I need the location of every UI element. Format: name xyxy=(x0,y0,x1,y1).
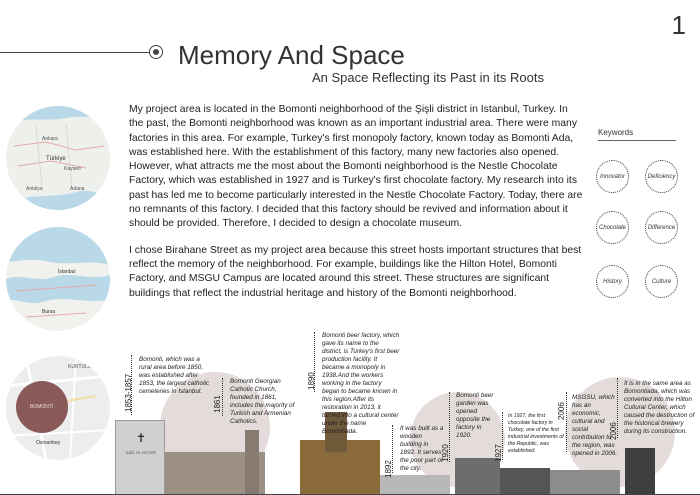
description-paragraph-2: I chose Birahane Street as my project area because this street hosts important structures that best reflect the memory of the neighborhood. For example, buildings like the Hilton Hotel, Bomonti Factory, and MSGU Campus are located around this street. These structures are significant buildings that reflect the industrial heritage and history of the Bomonti neighborhood. xyxy=(129,244,582,299)
map-label-bursa: Bursa xyxy=(42,309,56,315)
keywords-title: Keywords xyxy=(598,128,634,137)
beer-garden-image xyxy=(455,458,500,495)
chocolate-factory-image xyxy=(500,468,550,495)
timeline-tick-2006-msgsu xyxy=(566,392,567,452)
timeline-note-1920: Bomonti beer garden was opened opposite the factory in 1920. xyxy=(456,392,494,439)
page-number: 1 xyxy=(671,10,686,40)
map-label-bomonti: BOMONTİ xyxy=(30,404,54,410)
timeline-year-2006-hilton: 2006 xyxy=(609,422,618,440)
timeline-year-1892: 1892 xyxy=(384,460,393,478)
timeline-note-1853-1857: Bomonti, which was a rural area before 1850, was established after 1853, the largest catholic cemeteries in Istanbul. xyxy=(139,356,210,395)
map-label-osmanbey: Osmanbey xyxy=(36,440,61,446)
timeline-year-1853-1857: 1853-1857 xyxy=(124,373,133,412)
page-title: Memory And Space xyxy=(178,40,405,70)
keyword-difference: Difference xyxy=(645,211,678,244)
timeline-note-1890: Bomonti beer factory, which gave its name to the district, is Turkey's first beer production facility. It became a monopoly in 1938.And the workers working in the factory began to became known in this region.After its restoration in 2013, it turned into a cultural center under the name Bomontiada. xyxy=(322,332,400,435)
map-label-istanbul: İstanbul xyxy=(58,269,76,275)
map-label-antalya: Antalya xyxy=(26,186,43,192)
timeline-year-1920: 1920 xyxy=(441,444,450,462)
map-label-turkiye: Türkiye xyxy=(46,156,66,162)
bomonti-map xyxy=(6,356,110,460)
map-label-kayseri: Kayseri xyxy=(64,166,81,172)
keywords-rule xyxy=(598,140,676,141)
title-bullet-icon xyxy=(149,45,163,59)
timeline-note-2006-hilton: It is in the same area as Bomontiada, which was converted into the Hilton Cultural Center, which caused the destruction of the historical brewery during its construction. xyxy=(624,380,695,435)
turkey-map xyxy=(6,106,110,210)
timeline-year-1927: 1927 xyxy=(494,444,503,462)
keyword-innovator: Innovator xyxy=(596,160,629,193)
church-tower-image xyxy=(245,430,259,495)
map-label-adana: Adana xyxy=(70,186,85,192)
keyword-history: History xyxy=(596,265,629,298)
map-label-ankara: Ankara xyxy=(42,136,58,142)
hilton-hotel-image xyxy=(625,448,655,495)
page-subtitle: An Space Reflecting its Past in its Roots xyxy=(312,70,544,85)
monument-plaque-text: KÂĞ. Ol. İSTOPE xyxy=(126,451,156,455)
timeline-note-1861: Bomonti Georgian Catholic Church, founded in 1861, includes the majority of Turkish and Armenian Catholics. xyxy=(230,378,295,425)
msgsu-campus-image xyxy=(550,470,620,495)
timeline-tick-1861 xyxy=(222,378,223,416)
wooden-building-image xyxy=(380,475,450,495)
monument-image xyxy=(115,420,165,495)
timeline-year-1861: 1861 xyxy=(213,395,222,413)
description-paragraph-1: My project area is located in the Bomonti neighborhood of the Şişli district in Istanbul, Turkey. In the past, the Bomonti neighborhood was known as an important industrial area. There were many factories in this area. For example, Turkey's first monopoly factory, known today as Bomonti Ada, was established here. With the establishment of this factory, many new factories also opened. However, what attracts me the most about the Bomonti neighborhood is the Nestle Chocolate Factory, which was established in 1927 and is Turkey's first chocolate factory. My research into its past has led me to become particularly interested in the Nestle Chocolate Factory. Today, there are no remnants of this factory. I decided that this factory should be revived and information about it should be provided. Therefore, I decided to design a chocolate museum. xyxy=(129,104,583,230)
timeline-note-1892: It was built as a wooden building in 1892. It serves the poor part of the city. xyxy=(400,425,444,472)
map-label-kurtulus: KURTULUŞ xyxy=(68,364,95,370)
title-rule xyxy=(0,52,150,53)
cross-icon: ✝ xyxy=(136,431,147,445)
keyword-chocolate: Chocolate xyxy=(596,211,629,244)
keyword-deficiency: Deficiency xyxy=(645,160,678,193)
timeline-year-1890: 1890 xyxy=(307,372,316,390)
timeline-note-1927: In 1927, the first chocolate factory in Turkey, one of the first industrial investments of the Republic, was established. xyxy=(508,413,564,454)
timeline-note-2006-msgsu: MSGSU, which has an economic, cultural and social contribution to the region, was opened in 2006. xyxy=(572,394,618,457)
marmara-map xyxy=(6,227,110,331)
timeline-year-2006-msgsu: 2006 xyxy=(557,402,566,420)
description-text xyxy=(129,103,584,313)
keyword-culture: Culture xyxy=(645,265,678,298)
